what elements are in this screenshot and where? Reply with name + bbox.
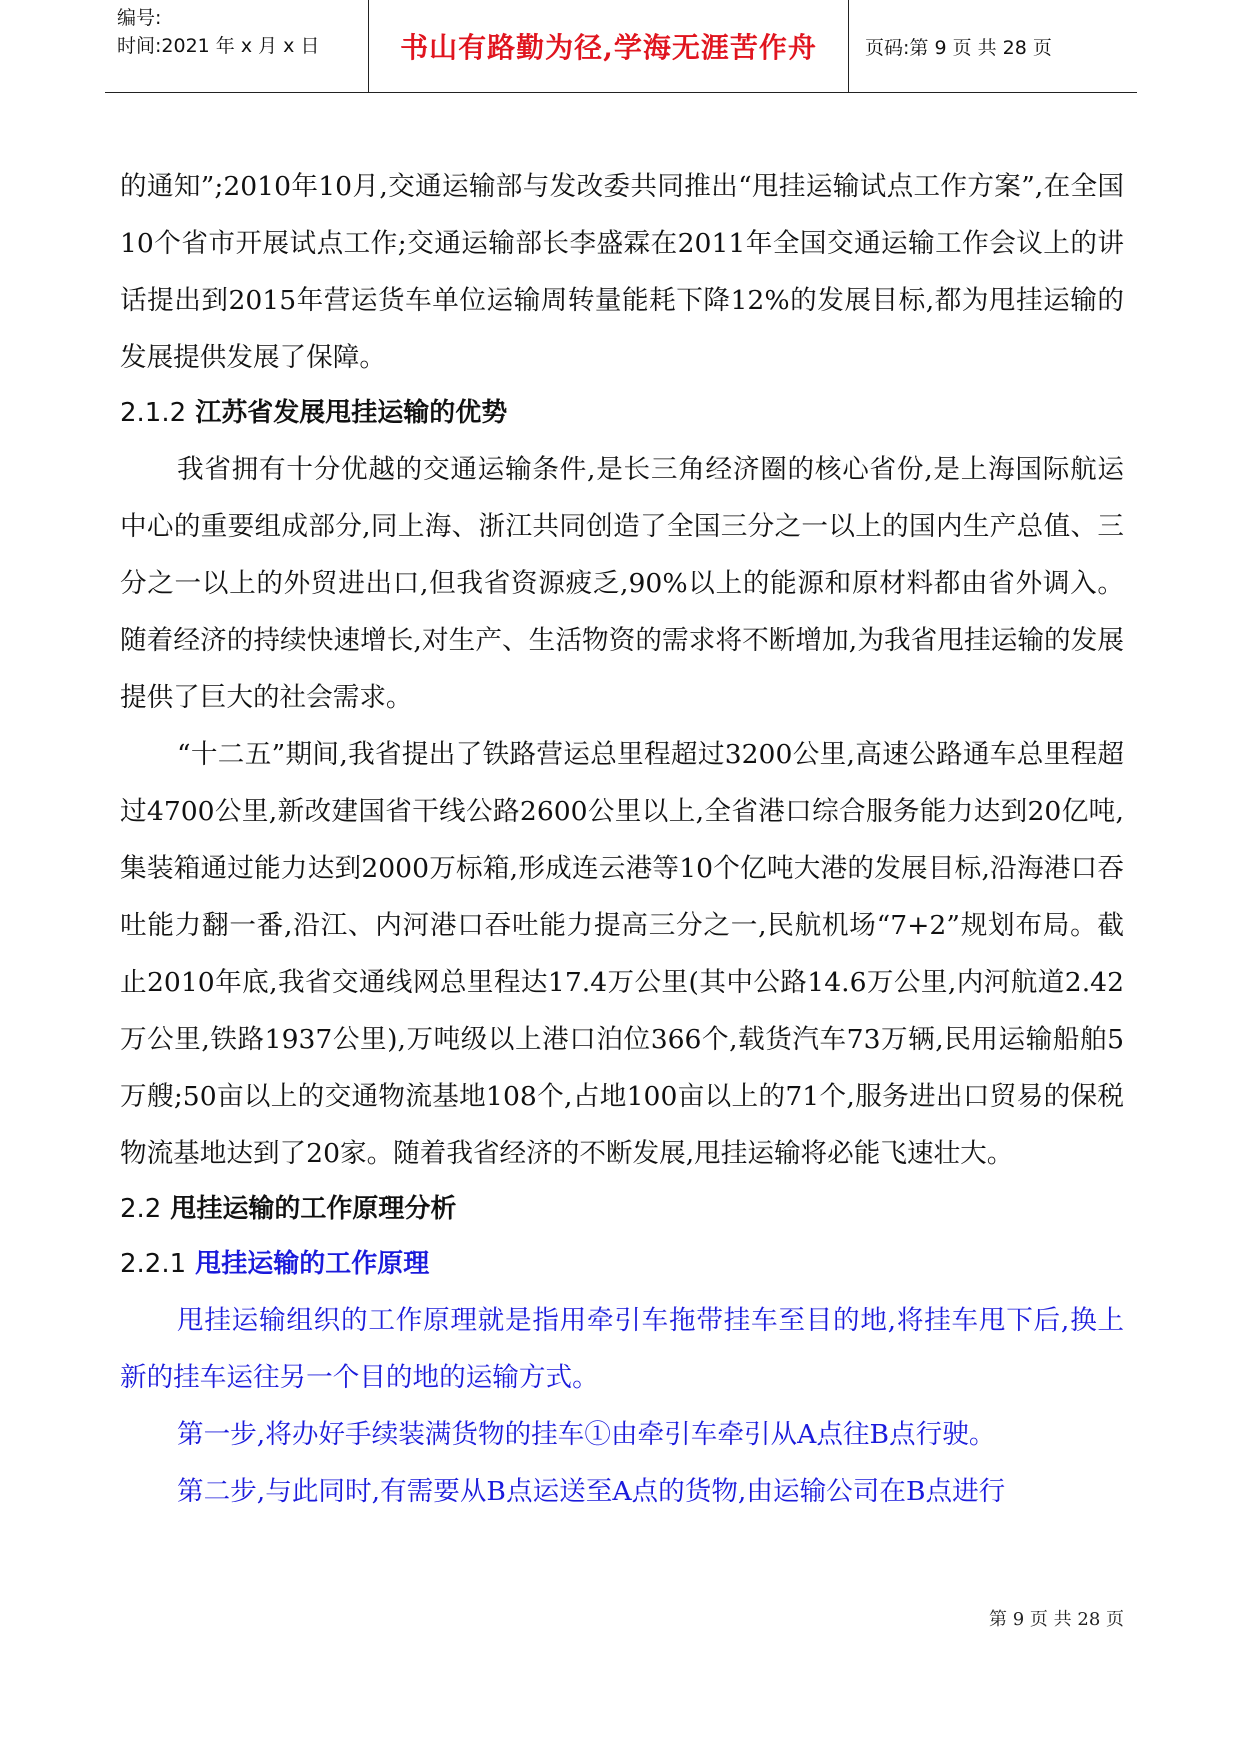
- paragraph-intro: 的通知”;2010年10月,交通运输部与发改委共同推出“甩挂运输试点工作方案”,在全国10个省市开展试点工作;交通运输部长李盛霖在2011年全国交通运输工作会议上的讲话提出到2015年营运货车单位运输周转量能耗下降12%的发展目标,都为甩挂运输的发展提供发展了保障。: [120, 171, 1124, 373]
- page-footer: 第 9 页 共 28 页: [989, 1609, 1124, 1630]
- section-heading-2-1-2: [120, 386, 1124, 441]
- heading-number: 2.2.1: [120, 1249, 187, 1279]
- paragraph-principle: 甩挂运输组织的工作原理就是指用牵引车拖带挂车至目的地,将挂车甩下后,换上新的挂车运往另一个目的地的运输方式。: [120, 1305, 1124, 1393]
- document-number-label: 编号:: [117, 7, 162, 29]
- document-time-label: 时间:2021 年 x 月 x 日: [117, 35, 320, 57]
- section-heading-2-2: [120, 1182, 1124, 1237]
- heading-text: 甩挂运输的工作原理: [195, 1249, 430, 1279]
- document-body: [120, 158, 1124, 1520]
- section-heading-2-2-1: [120, 1237, 1124, 1292]
- header-rule: [105, 92, 1137, 93]
- heading-number: 2.2: [120, 1194, 162, 1224]
- paragraph-advantage-1: 我省拥有十分优越的交通运输条件,是长三角经济圈的核心省份,是上海国际航运中心的重要组成部分,同上海、浙江共同创造了全国三分之一以上的国内生产总值、三分之一以上的外贸进出口,但我省资源疲乏,90%以上的能源和原材料都由省外调入。随着经济的持续快速增长,对生产、生活物资的需求将不断增加,为我省甩挂运输的发展提供了巨大的社会需求。: [120, 454, 1124, 713]
- header-divider: [848, 0, 849, 92]
- page-header: [105, 0, 1137, 93]
- paragraph-advantage-2: “十二五”期间,我省提出了铁路营运总里程超过3200公里,高速公路通车总里程超过4700公里,新改建国省干线公路2600公里以上,全省港口综合服务能力达到20亿吨,集装箱通过能力达到2000万标箱,形成连云港等10个亿吨大港的发展目标,沿海港口吞吐能力翻一番,沿江、内河港口吞吐能力提高三分之一,民航机场“7+2”规划布局。截止2010年底,我省交通线网总里程达17.4万公里(其中公路14.6万公里,内河航道2.42万公里,铁路1937公里),万吨级以上港口泊位366个,载货汽车73万辆,民用运输船舶5万艘;50亩以上的交通物流基地108个,占地100亩以上的71个,服务进出口贸易的保税物流基地达到了20家。随着我省经济的不断发展,甩挂运输将必能飞速壮大。: [120, 739, 1124, 1169]
- header-page-info: 页码:第 9 页 共 28 页: [865, 36, 1052, 59]
- heading-number: 2.1.2: [120, 398, 187, 428]
- header-motto: 书山有路勤为径,学海无涯苦作舟: [400, 31, 817, 64]
- heading-text: 江苏省发展甩挂运输的优势: [195, 398, 508, 428]
- paragraph-step-2: 第二步,与此同时,有需要从B点运送至A点的货物,由运输公司在B点进行: [177, 1476, 1006, 1507]
- paragraph-step-1: 第一步,将办好手续装满货物的挂车①由牵引车牵引从A点往B点行驶。: [177, 1419, 996, 1450]
- heading-text: 甩挂运输的工作原理分析: [170, 1194, 457, 1224]
